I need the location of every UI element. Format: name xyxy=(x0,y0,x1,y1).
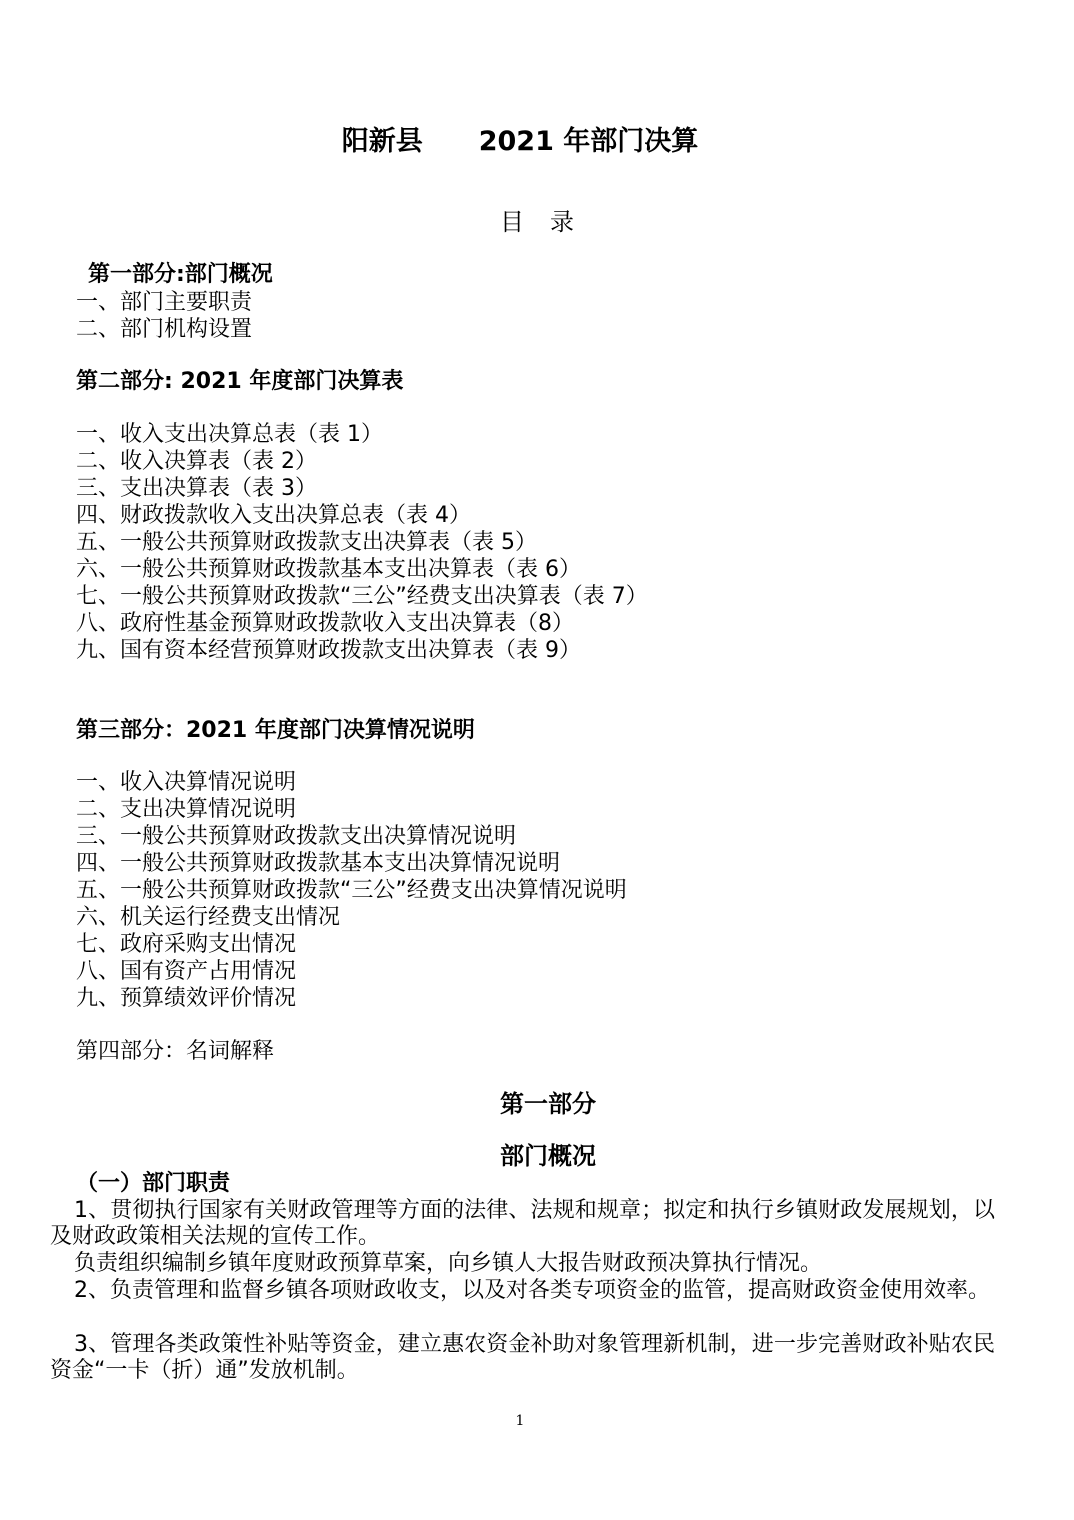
list-item: 七、政府采购支出情况 xyxy=(76,932,297,957)
list-item: 九、国有资本经营预算财政拨款支出决算表（表 9） xyxy=(76,638,581,663)
list-item: 二、收入决算表（表 2） xyxy=(76,449,317,474)
part2-list xyxy=(76,421,648,664)
toc-heading: 目录 xyxy=(500,208,600,236)
list-item: 二、部门机构设置 xyxy=(76,317,253,342)
paragraph: 1、贯彻执行国家有关财政管理等方面的法律、法规和规章；拟定和执行乡镇财政发展规划，以及财政政策相关法规的宣传工作。 xyxy=(50,1198,995,1249)
list-item: 一、收入决算情况说明 xyxy=(76,770,297,795)
part1-list xyxy=(76,289,252,343)
part4-heading: 第四部分：名词解释 xyxy=(76,1039,275,1064)
title-county: 阳新县 xyxy=(341,126,423,157)
list-item: 一、部门主要职责 xyxy=(76,290,253,315)
list-item: 四、财政拨款收入支出决算总表（表 4） xyxy=(76,503,471,528)
list-item: 四、一般公共预算财政拨款基本支出决算情况说明 xyxy=(76,851,561,876)
paragraph: 3、管理各类政策性补贴等资金，建立惠农资金补助对象管理新机制，进一步完善财政补贴农民资金“一卡（折）通”发放机制。 xyxy=(50,1332,995,1383)
list-item: 八、政府性基金预算财政拨款收入支出决算表（8） xyxy=(76,611,574,636)
list-item: 六、机关运行经费支出情况 xyxy=(76,905,341,930)
section-part-title: 第一部分 xyxy=(500,1090,596,1118)
document-title xyxy=(0,122,1040,162)
list-item: 七、一般公共预算财政拨款“三公”经费支出决算表（表 7） xyxy=(76,584,648,609)
list-item: 八、国有资产占用情况 xyxy=(76,959,297,984)
list-item: 五、一般公共预算财政拨款支出决算表（表 5） xyxy=(76,530,537,555)
list-item: 六、一般公共预算财政拨款基本支出决算表（表 6） xyxy=(76,557,581,582)
section-title: 部门概况 xyxy=(500,1142,596,1170)
list-item: 一、收入支出决算总表（表 1） xyxy=(76,422,383,447)
part3-heading: 第三部分：2021 年度部门决算情况说明 xyxy=(76,718,475,743)
part1-heading: 第一部分:部门概况 xyxy=(88,262,273,287)
part2-heading: 第二部分: 2021 年度部门决算表 xyxy=(76,369,404,394)
page-number: 1 xyxy=(515,1413,525,1429)
list-item: 三、一般公共预算财政拨款支出决算情况说明 xyxy=(76,824,517,849)
part3-list xyxy=(76,769,627,1012)
paragraph: 负责组织编制乡镇年度财政预算草案，向乡镇人大报告财政预决算执行情况。 xyxy=(74,1251,823,1276)
section-subheading: （一）部门职责 xyxy=(76,1171,231,1196)
list-item: 二、支出决算情况说明 xyxy=(76,797,297,822)
title-text: 2021 年部门决算 xyxy=(478,126,699,157)
list-item: 五、一般公共预算财政拨款“三公”经费支出决算情况说明 xyxy=(76,878,627,903)
list-item: 九、预算绩效评价情况 xyxy=(76,986,297,1011)
list-item: 三、支出决算表（表 3） xyxy=(76,476,317,501)
paragraph: 2、负责管理和监督乡镇各项财政收支，以及对各类专项资金的监管，提高财政资金使用效率。 xyxy=(74,1278,991,1303)
